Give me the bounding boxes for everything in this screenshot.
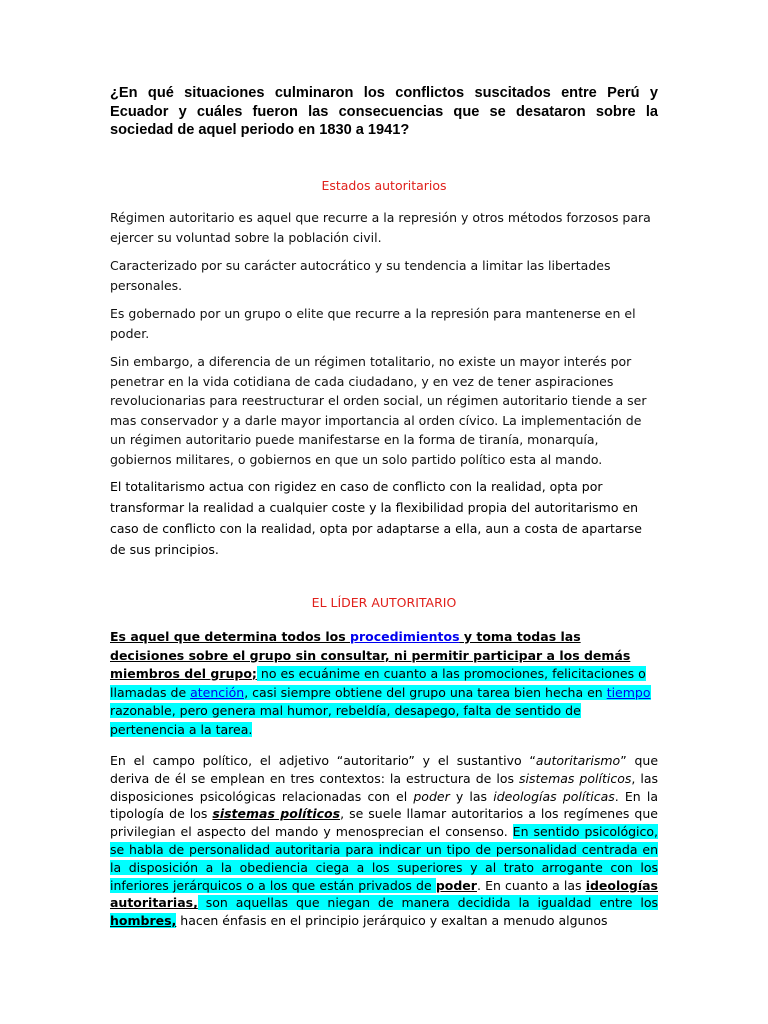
paragraph-2: Caracterizado por su carácter autocrático y su tendencia a limitar las libertades personales. xyxy=(110,258,611,293)
cp-highlight-psicologico: En sentido psicológico, se habla de personalidad autoritaria para indicar un tipo de personalidad centrada en la disposición a la obediencia ciega a los superiores y al trato arrogante con los inferiores jerárquicos o a los que están privados de xyxy=(110,824,659,893)
link-procedimientos[interactable]: procedimientos xyxy=(350,629,460,644)
link-tiempo[interactable]: tiempo xyxy=(606,684,651,700)
cp-italic-ideologias: ideologías políticas xyxy=(493,788,615,804)
paragraph-1: Régimen autoritario es aquel que recurre a la represión y otros métodos forzosos para ejercer su voluntad sobre la población civil. xyxy=(110,210,651,245)
cp-text-9: . En la tipología de los xyxy=(110,788,658,822)
link-atencion[interactable]: atención xyxy=(190,684,245,700)
paragraph-4: Sin embargo, a diferencia de un régimen totalitario, no existe un mayor interés por penetrar en la vida cotidiana de cada ciudadano, y en vez de tener aspiraciones revolucionarias para reestructurar el orden social, un régimen autoritario tiende a ser mas conservador y a darle mayor importancia al orden cívico. La implementación de un régimen autoritario puede manifestarse en la forma de tiranía, monarquía, gobiernos militares, o gobiernos en que un solo partido político esta al mando. xyxy=(110,354,647,467)
paragraph-campo-politico xyxy=(110,752,658,930)
cp-italic-autoritarismo: autoritarismo xyxy=(535,753,621,768)
paragraph-3: Es gobernado por un grupo o elite que recurre a la represión para mantenerse en el poder. xyxy=(110,306,636,341)
heading-lider-autoritario: EL LÍDER AUTORITARIO xyxy=(311,595,457,610)
cp-text-1: En el campo político, el adjetivo “autoritario” y el sustantivo “ xyxy=(110,753,536,768)
cp-poder-underlined: poder xyxy=(435,877,477,893)
lider-highlight-3: razonable, pero genera mal humor, rebeldía, desapego, falta de sentido de pertenencia a la tarea. xyxy=(110,703,581,737)
cp-text-14: . En cuanto a las xyxy=(476,877,586,893)
cp-italic-sistemas: sistemas políticos xyxy=(518,770,632,786)
cp-italic-poder: poder xyxy=(413,788,450,804)
cp-sistemas-underlined: sistemas políticos xyxy=(212,806,341,822)
cp-text-7: y las xyxy=(449,788,494,804)
cp-ideologias-underlined: ideologías autoritarias, xyxy=(110,877,658,911)
lider-text-2: y toma todas las decisiones sobre el grupo sin consultar, ni permitir participar a los demás miembros del grupo xyxy=(110,629,631,681)
cp-highlight-niegan: son aquellas que niegan de manera decidida la igualdad entre los xyxy=(197,895,658,911)
cp-hombres-underlined: hombres, xyxy=(110,913,177,929)
lider-text-1: Es aquel que determina todos los xyxy=(110,629,350,644)
question-title: ¿En qué situaciones culminaron los conflictos suscitados entre Perú y Ecuador y cuáles fueron las consecuencias que se desataron sobre la sociedad de aquel periodo en 1830 a 1941? xyxy=(110,85,658,138)
cp-text-18: hacen énfasis en el principio jerárquico y exaltan a menudo algunos xyxy=(176,913,608,929)
cp-text-11: , se suele llamar autoritarios a los regímenes que privilegian el aspecto del mando y menosprecian el consenso. xyxy=(110,806,658,840)
paragraph-lider xyxy=(110,628,658,739)
lider-text-3: ; xyxy=(251,666,257,681)
cp-text-3: ” que deriva de él se emplean en tres contextos: la estructura de los xyxy=(110,753,659,786)
paragraph-5: El totalitarismo actua con rigidez en caso de conflicto con la realidad, opta por transformar la realidad a cualquier coste y la flexibilidad propia del autoritarismo en caso de conflicto con la realidad, opta por adaptarse a ella, aun a costa de apartarse de sus principios. xyxy=(110,479,642,557)
cp-text-5: , las disposiciones psicológicas relacionadas con el xyxy=(110,770,658,804)
lider-highlight-2: , casi siempre obtiene del grupo una tarea bien hecha en xyxy=(244,684,607,700)
heading-estados-autoritarios: Estados autoritarios xyxy=(321,178,447,193)
lider-highlight-1: no es ecuánime en cuanto a las promociones, felicitaciones o llamadas de xyxy=(110,666,646,700)
